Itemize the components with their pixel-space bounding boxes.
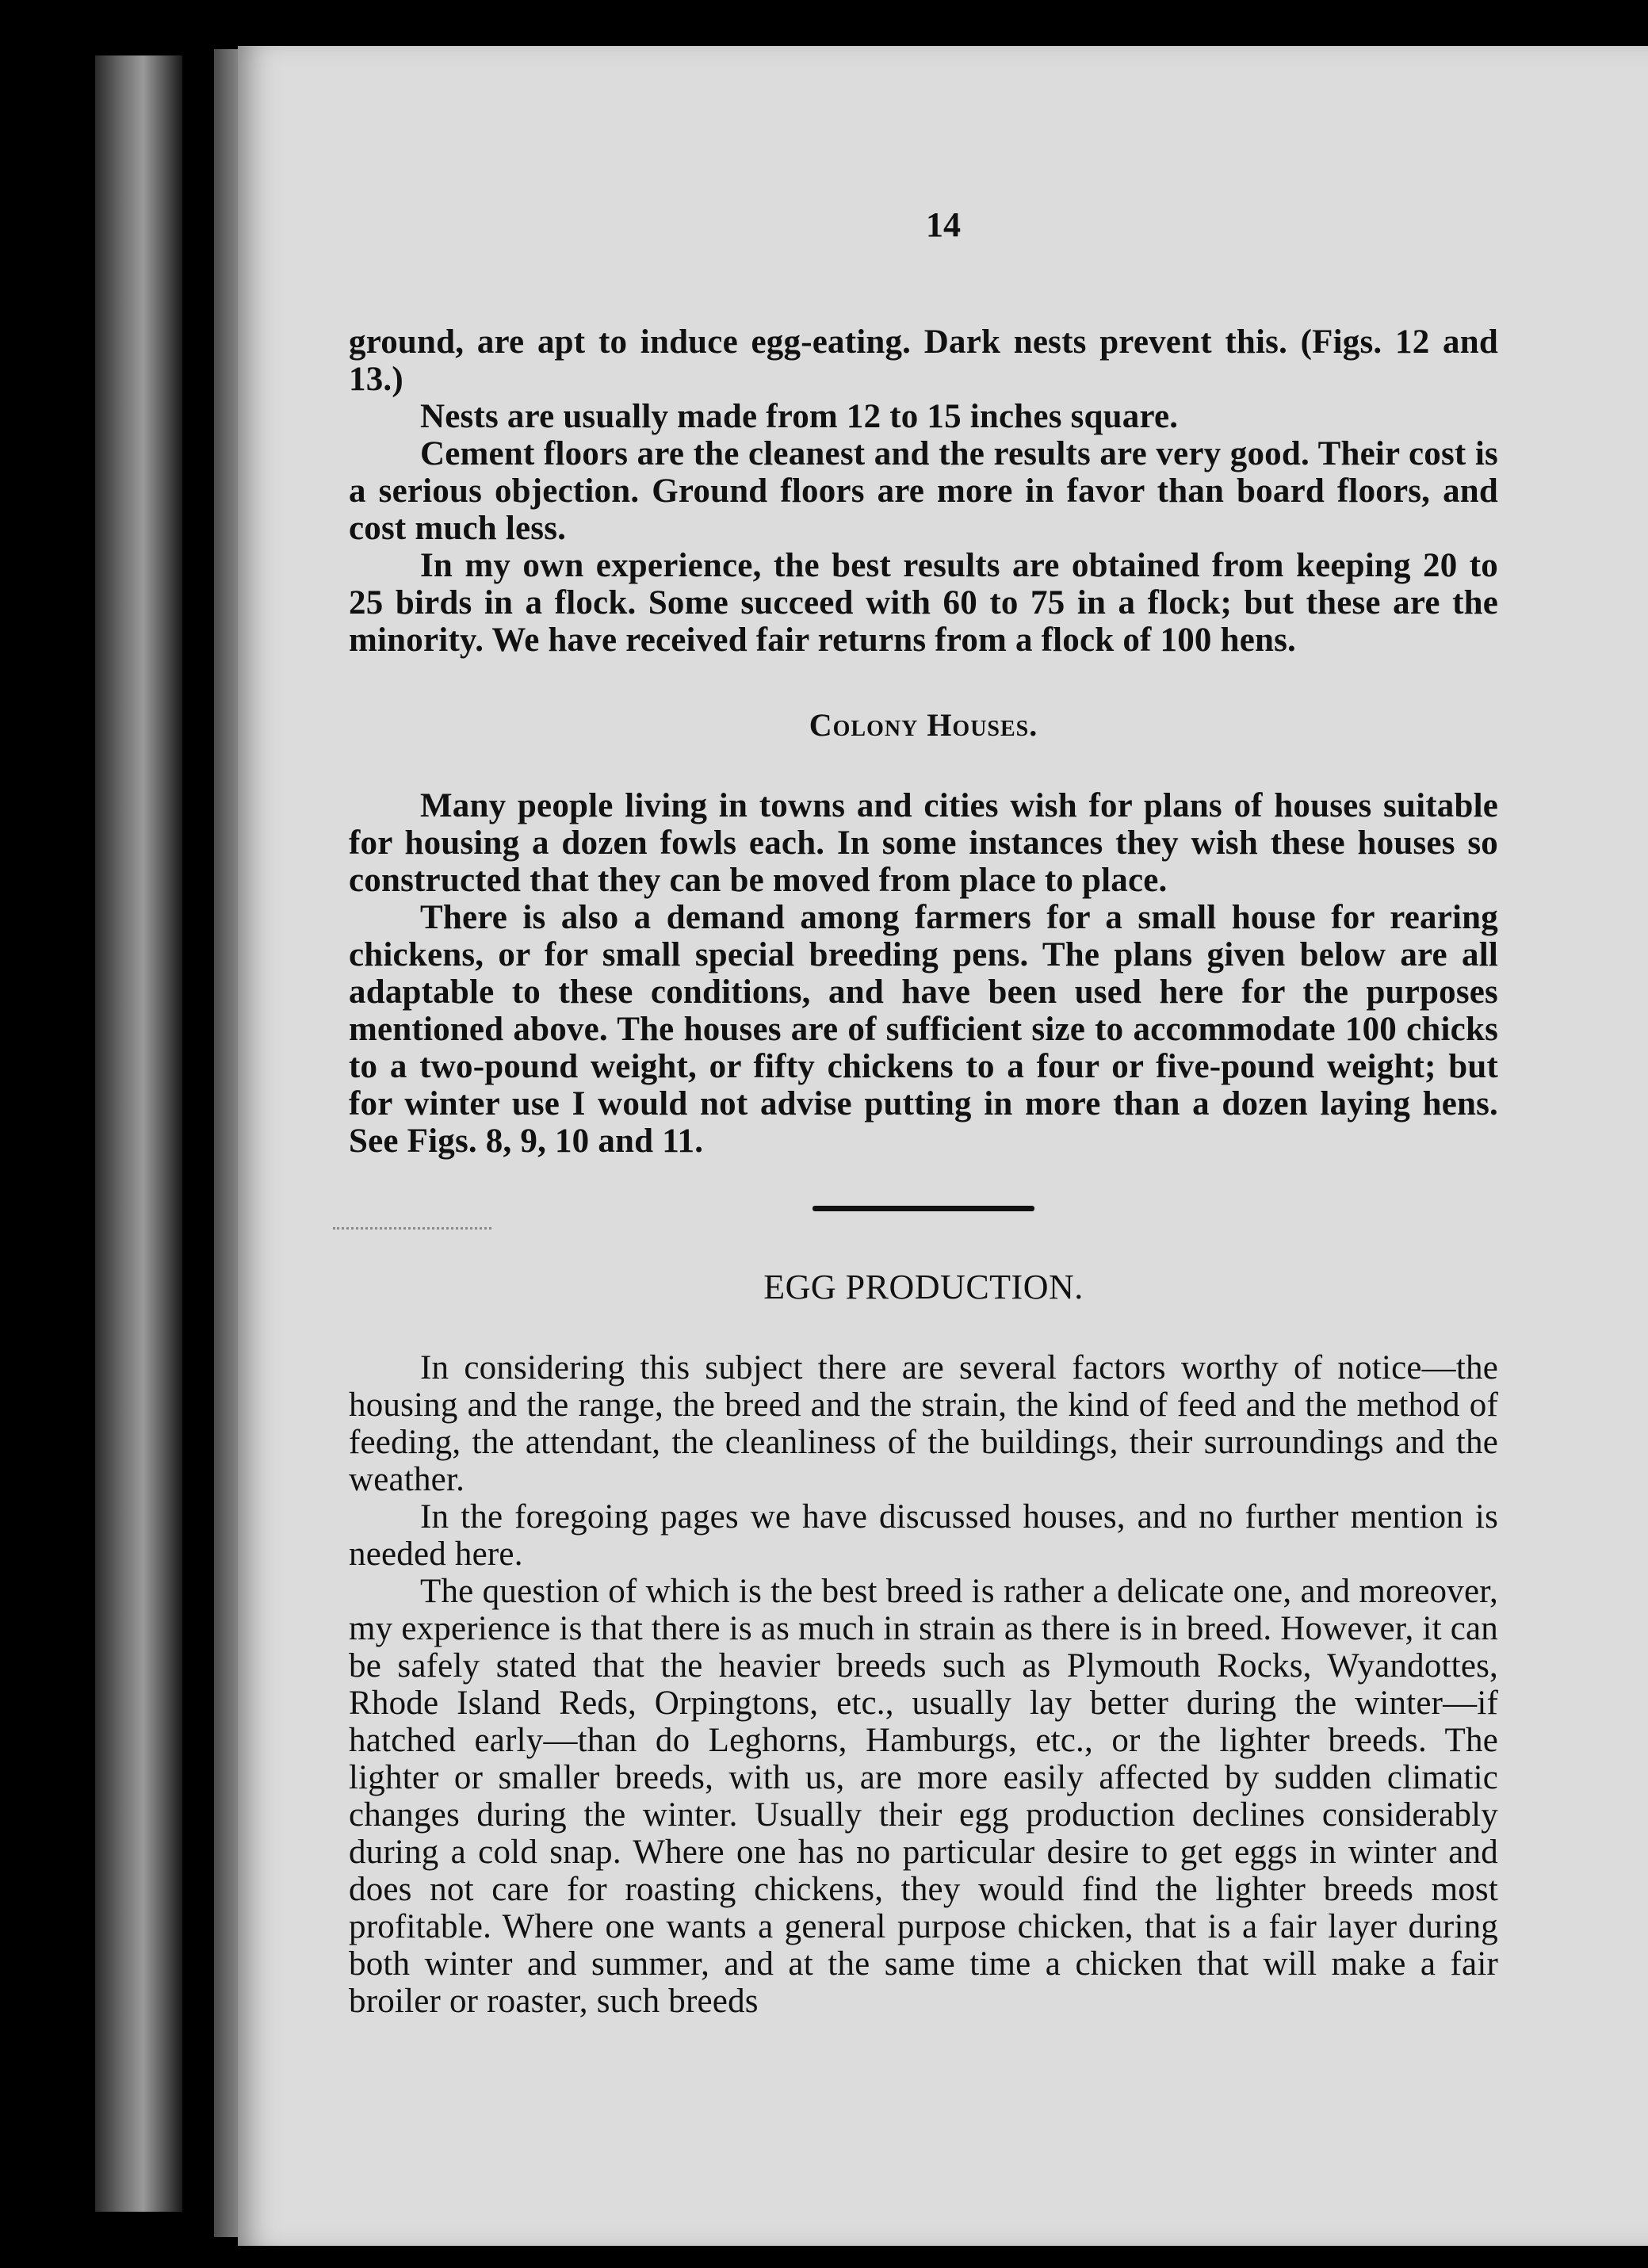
book-page: [238, 46, 1648, 2246]
heading-egg-production: EGG PRODUCTION.: [763, 1268, 1084, 1306]
paragraph-egg-2: In the foregoing pages we have discussed houses, and no further mention is needed here.: [349, 1498, 1498, 1573]
paragraph-colony-2: There is also a demand among farmers for a small house for rearing chickens, or for small special breeding pens. The plans given below are all adaptable to these conditions, and have been used here for the purposes mentioned above. The houses are of sufficient size to accommodate 100 chicks to a two-pound weight, or fifty chickens to a four or five-pound weight; but for winter use I would not advise putting in more than a dozen laying hens. See Figs. 8, 9, 10 and 11.: [349, 899, 1498, 1160]
paragraph-continuation: ground, are apt to induce egg-eating. Dark nests prevent this. (Figs. 12 and 13.): [349, 323, 1498, 398]
section-divider: [813, 1206, 1034, 1211]
heading-colony-houses: Colony Houses.: [809, 707, 1038, 743]
paragraph-egg-1: In considering this subject there are several factors worthy of notice—the housing and the range, the breed and the strain, the kind of feed and the method of feeding, the attendant, the cleanliness of the buildings, their surroundings and the weather.: [349, 1349, 1498, 1498]
paragraph-colony-1: Many people living in towns and cities wish for plans of houses suitable for housing a dozen fowls each. In some instances they wish these houses so constructed that they can be moved from place to place.: [349, 787, 1498, 899]
page-text: [349, 197, 1498, 2020]
paragraph-floors: Cement floors are the cleanest and the results are very good. Their cost is a serious objection. Ground floors are more in favor than board floors, and cost much less.: [349, 435, 1498, 547]
paragraph-flock-size: In my own experience, the best results are obtained from keeping 20 to 25 birds in a flock. Some succeed with 60 to 75 in a flock; but these are the minority. We have received fair returns from a flock of 100 hens.: [349, 547, 1498, 659]
paragraph-nests: Nests are usually made from 12 to 15 inches square.: [420, 398, 1179, 435]
paragraph-egg-3: The question of which is the best breed is rather a delicate one, and moreover, my experience is that there is as much in strain as there is in breed. However, it can be safely stated that the heavier breeds such as Plymouth Rocks, Wyandottes, Rhode Island Reds, Orpingtons, etc., usually lay better during the winter—if hatched early—than do Leghorns, Hamburgs, etc., or the lighter breeds. The lighter or smaller breeds, with us, are more easily affected by sudden climatic changes during the winter. Usually their egg production declines considerably during a cold snap. Where one has no particular desire to get eggs in winter and does not care for roasting chickens, they would find the lighter breeds most profitable. Where one wants a general purpose chicken, that is a fair layer during both winter and summer, and at the same time a chicken that will make a fair broiler or roaster, such breeds: [349, 1573, 1498, 2020]
book-spine-edge: [95, 55, 182, 2212]
page-number: 14: [926, 205, 961, 244]
